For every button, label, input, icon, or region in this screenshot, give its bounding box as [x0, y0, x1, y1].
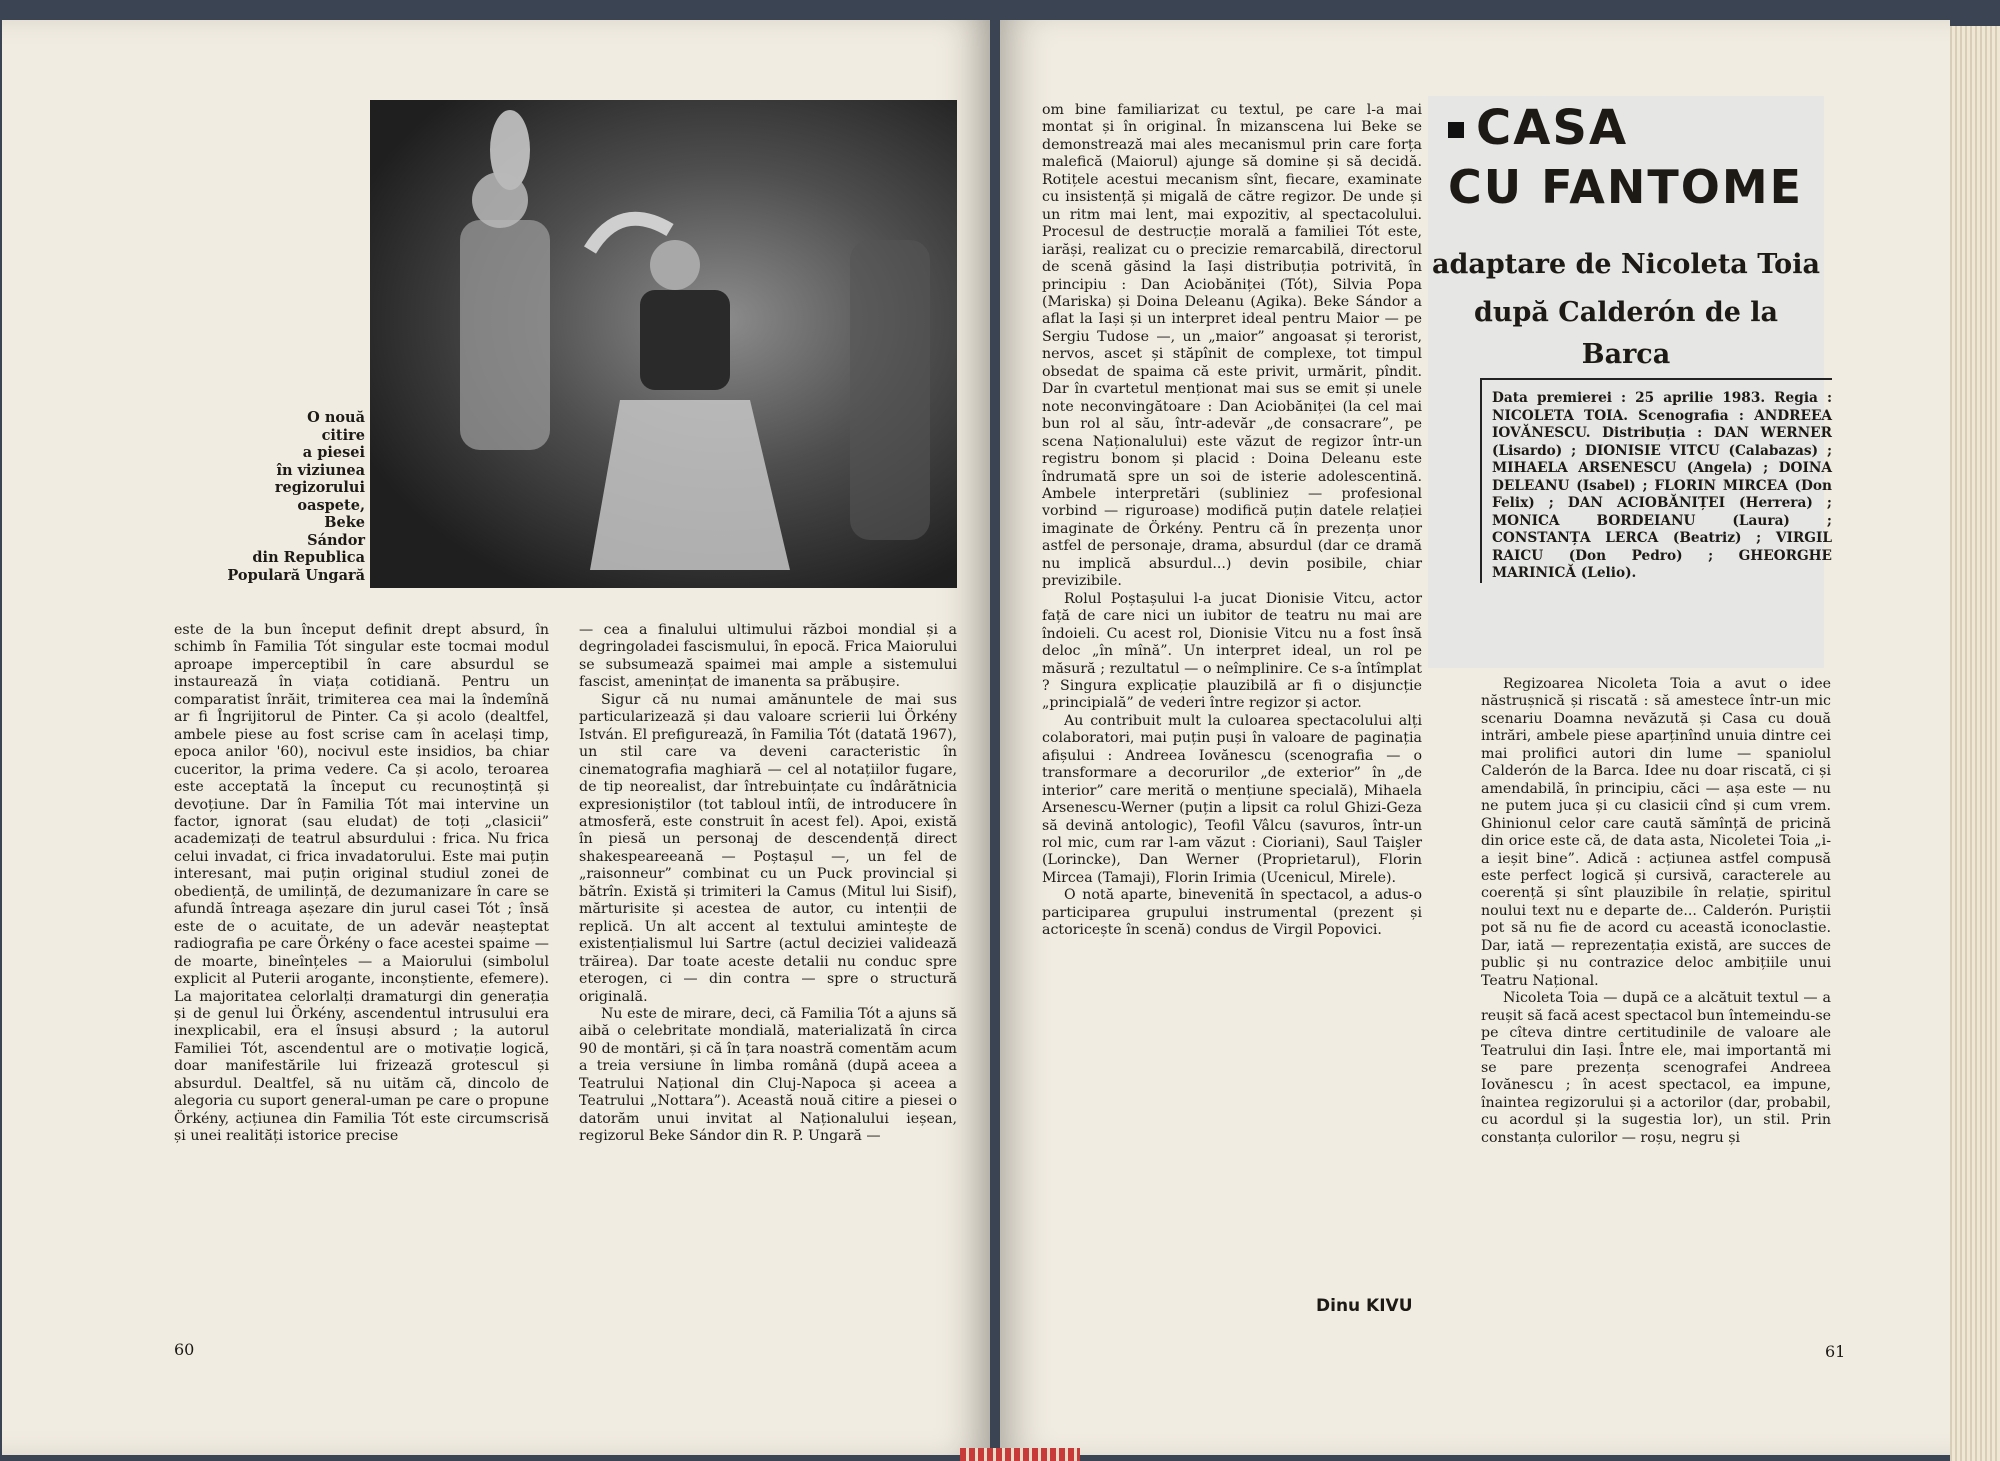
book-bookmark [960, 1448, 1080, 1461]
right-column-3: Regizoarea Nicoleta Toia a avut o idee năstrușnică și riscată : să amestece într-un mic scenariu Doamna nevăzută și Casa cu două intrări, ambele piese aparținînd unuia dintre cei mai prolifici autori din lume — spaniolul Calderón de la Barca. Idee nu doar riscată, ci și amendabilă, în principiu, căci — așa este — nu ne putem juca și cu clasicii cînd și cum vrem. Ghinionul celor care caută sămînță de pricină din orice este că, de data asta, Nicoletei Toia „i-a ieșit bine”. Adică : acțiunea astfel compusă este perfect logică și cursivă, caracterele au coerență și sînt plauzibile în relație, spiritul noului text nu e departe de... Calderón. Puriștii pot să nu fie de acord cu această iconoclastie. Dar, iată — reprezentația există, are succes de public și nu contrazice deloc ambițiile unui Teatru Național. Nicoleta Toia — după ce a alcătuit textul — a reușit să facă acest spectacol bun întemeindu-se pe cîteva dintre certitudinile de valoare ale Teatrului din Iași. Între ele, mai importantă mi se pare prezența scenografei Andreea Iovănescu ; în acest spectacol, ea impune, înaintea regizorului și a actorilor (dar, probabil, cu acordul și la sugestia lor), un stil. Prin constanța culorilor — roșu, negru și [1481, 676, 1831, 1146]
play-subtitle-line1: adaptare de Nicoleta Toia [1432, 249, 1820, 280]
play-title-line2: CU FANTOME [1448, 160, 1804, 214]
left-column-1: este de la bun început definit drept absurd, în schimb în Familia Tót singular este tocmai modul aproape imperceptibil în care absurdul se instaurează în viața cotidiană. Pentru un comparatist înrăit, trimiterea cea mai la îndemînă ar fi Îngrijitorul de Pinter. Ca și acolo (dealtfel, ambele piese au fost scrise cam în același timp, epoca anilor '60), nocivul este insidios, ba chiar cuceritor, la prima vedere. Ca și acolo, teroarea este acceptată la început cu recunoștință și devoțiune. Dar în Familia Tót mai intervine un factor, ignorat (sau eludat) de toți „clasicii” academizați de teatrul absurdului : frica. Nu frica celui invadat, ci frica invadatorului. Este mai puțin interesant, mai puțin original studiul zonei de obediență, de umilință, de dezumanizare în care se afundă întreaga așezare din jurul casei Tót ; însă este de o acuitate, de un adevăr neașteptat radiografia pe care Örkény o face acestei spaime — de moarte, bineînțeles — a Maiorului (simbolul explicit al Puterii arogante, inconștiente, efemere). La majoritatea celorlalți dramaturgi din generația și de genul lui Örkény, ascendentul intrusului era inexplicabil, era el însuși absurd ; la autorul Familiei Tót, ascendentul are o motivație logică, doar manifestările lui frizează grotescul și absurdul. Dealtfel, să nu uităm că, dincolo de alegoria cu suport general-uman pe care o propune Örkény, acțiunea din Familia Tót este circumscrisă și unei realități istorice precise [174, 622, 549, 1145]
left-page [2, 20, 990, 1455]
left-column-2: — cea a finalului ultimului război mondial și a degringoladei fascismului, în epocă. Frica Maiorului se subsumează spaimei mai ample a sistemului fascist, amenințat de imanenta sa prăbușire. Sigur că nu numai amănuntele de mai sus particularizează și dau valoare scrierii lui Örkény István. El prefigurează, în Familia Tót (datată 1967), un stil care va deveni caracteristic în cinematografia maghiară — cel al notațiilor fugare, de tip neorealist, dar întrebuințate cu îndârătnicia expresioniștilor (tot tabloul intîi, de introducere în atmosferă, este construit în acest fel). Apoi, există în piesă un personaj de descendență direct shakespeareeană — Poștașul —, un fel de „raisonneur” combinat cu un Puck provincial și bătrîn. Există și trimiteri la Camus (Mitul lui Sisif), mărturisite și acestea de autor, cu intenții de replică. Un alt accent al textului amintește de existențialismul lui Sartre (actul deciziei validează trăirea). Dar toate aceste detalii nu conduc spre eterogen, ci — din contra — spre o structură originală. Nu este de mirare, deci, că Familia Tót a ajuns să aibă o celebritate mondială, materializată în circa 90 de montări, și că în țara noastră comentăm acum a treia versiune în limba română (după aceea a Teatrului Național din Cluj-Napoca și aceea a Teatrului „Nottara”). Această nouă citire a piesei o datorăm unui invitat al Naționalului ieșean, regizorul Beke Sándor din R. P. Ungară — [579, 622, 957, 1145]
photo-caption: O nouă citire a piesei în viziunea regizorului oaspete, Beke Sándor din Republica Populară Ungară [227, 409, 365, 584]
play-title-line1: CASA [1476, 100, 1629, 156]
play-subtitle-line2: după Calderón de la Barca [1473, 297, 1779, 370]
article-author: Dinu KIVU [1316, 1296, 1413, 1316]
book-page-edges [1950, 26, 2000, 1461]
page-number-left: 60 [174, 1340, 195, 1359]
theatre-photo [370, 100, 957, 588]
page-number-right: 61 [1825, 1342, 1846, 1361]
production-credits: Data premierei : 25 aprilie 1983. Regia : NICOLETA TOIA. Scenografia : ANDREEA IOVĂNESCU. Distribuția : DAN WERNER (Lisardo) ; DIONISIE VITCU (Calabazas) ; MIHAELA ARSENESCU (Angela) ; DOINA DELEANU (Isabel) ; FLORIN MIRCEA (Don Felix) ; DAN ACIOBĂNIȚEI (Herrera) ; MONICA BORDEIANU (Laura) ; CONSTANȚA LERCA (Beatriz) ; VIRGIL RAICU (Don Pedro) ; GHEORGHE MARINICĂ (Lelio). [1480, 378, 1832, 583]
stage-scene-illustration [370, 100, 957, 588]
right-column-1: om bine familiarizat cu textul, pe care l-a mai montat și în original. În mizanscena lui Beke se demonstrează mai ales mecanismul prin care forța malefică (Maiorul) ajunge să domine și să decidă. Rotițele acestui mecanism sînt, fiecare, examinate cu insistență și migală de către regizor. De unde și un ritm mai lent, mai expozitiv, al spectacolului. Procesul de destrucție morală a familiei Tót este, iarăși, realizat cu o precizie remarcabilă, directorul de scenă găsind la Iași distribuția potrivită, în principiu : Dan Aciobăniței (Tót), Silvia Popa (Mariska) și Doina Deleanu (Agika). Beke Sándor a aflat la Iași și un interpret ideal pentru Maior — pe Sergiu Tudose —, un „maior” angoasat și terorist, nervos, ascet și stăpînit de complexe, tot timpul obsedat de spaima că este privit, urmărit, pîndit. Dar în cvartetul menționat mai sus se emit și unele note neconvingătoare : Dan Aciobăniței (la cel mai bun rol al său, într-adevăr „de consacrare”, pe scena Naționalului) este văzut de regizor într-un registru bonom și placid : Doina Deleanu este îndrumată spre un soi de isterie adolescentină. Ambele interpretări (subliniez — profesional vorbind — riguroase) modifică puțin datele relației imaginate de Örkény. Pentru că în prezența unor astfel de personaje, drama, absurdul (dar ce dramă nu implică absurdul...) devin posibile, chiar previzibile. Rolul Poștașului l-a jucat Dionisie Vitcu, actor față de care nici un iubitor de teatru nu mai are îndoieli. Cu acest rol, Dionisie Vitcu nu a fost însă deloc „în mînă”. Un interpret ideal, un rol pe măsură ; rezultatul — o neîmplinire. Ce s-a întîmplat ? Singura explicație plauzibilă ar fi o disjuncție „principială” de vederi între regizor și actor. Au contribuit mult la culoarea spectacolului alți colaboratori, mai puțin puși în valoare de paginația afișului : Andreea Iovănescu (scenografia — o transformare a decorurilor „de exterior” în „de interior” care merită o mențiune specială), Mihaela Arsenescu-Werner (puțin a lipsit ca rolul Ghizi-Geza să devină antologic), Teofil Vâlcu (savuros, într-un rol mic, cum rar l-am văzut : Cioriani), Saul Taişler (Lorincke), Dan Werner (Proprietarul), Florin Mircea (Tamaji), Florin Irimia (Ucenicul, Mirele). O notă aparte, binevenită în spectacol, a adus-o participarea grupului instrumental (prezent și actoricește în scenă) condus de Virgil Popovici. [1042, 102, 1422, 939]
